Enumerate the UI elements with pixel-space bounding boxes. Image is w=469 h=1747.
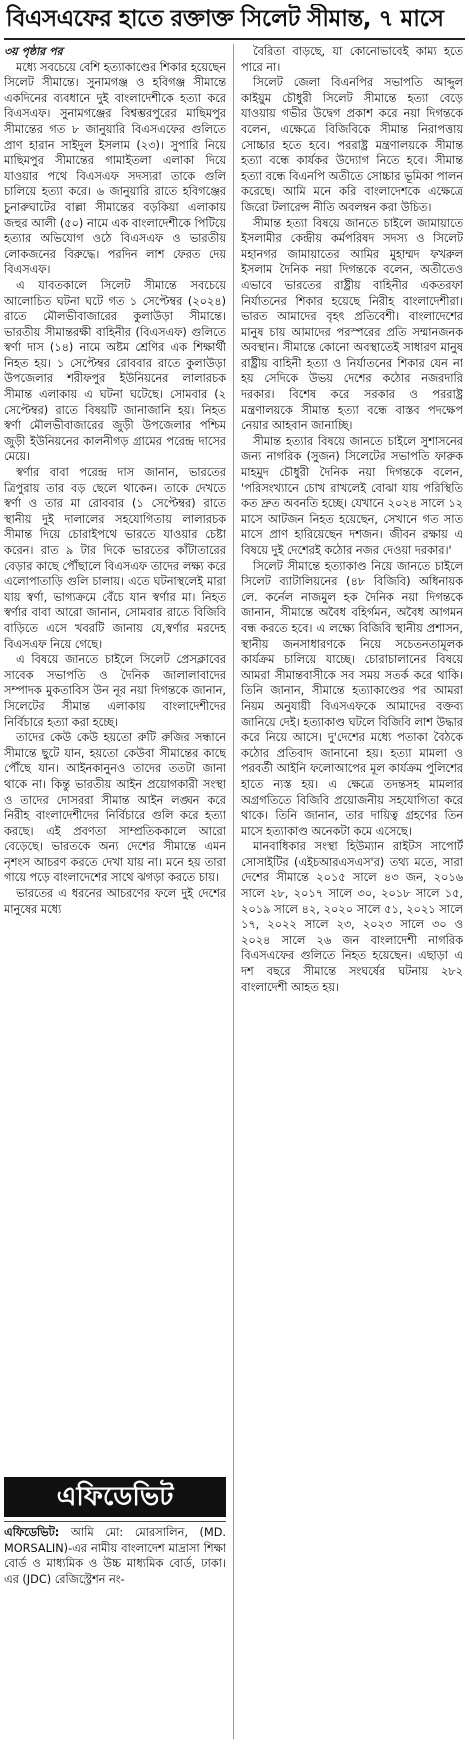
right-paragraph: সিলেট জেলা বিএনপির সভাপতি আব্দুল কাইয়ুম চৌধুরী সিলেট সীমান্তে হত্যা বেড়ে যাওয়ায় গভীর উদ্বেগ প্রকাশ করে নয়া দিগন্তকে বলেন, এক্ষেত্রে বিজিবিকে সীমান্ত নিরাপত্তায় সোচ্চার হতে হবে। পররাষ্ট্র মন্ত্রণালয়কে সীমান্ত হত্যা বন্ধে কার্যকর উদ্যোগ নিতে হবে। সীমান্ত হত্যা বন্ধে বিএনপি অতীতে সোচ্চার ভূমিকা পালন করেছে। আমি মনে করি বাংলাদেশকে এক্ষেত্রে জিরো টলারেন্স নীতি অবলম্বন করা উচিত। bbox=[241, 76, 463, 214]
jump-line: ৩য় পৃষ্ঠার পর bbox=[4, 45, 63, 58]
left-paragraph: তাদের কেউ কেউ হয়তো রুটি রুজির সন্ধানে সীমান্তে ছুটে যান, হয়তো কেউবা সীমান্তের কাছে পৌঁছে যান। আইনকানুনও তাদের ততটা জানা থাকে না। কিন্তু ভারতীয় আইন প্রয়োগকারী সংস্থা ও তাদের দোসররা সীমান্ত আইন লঙ্ঘন করে নিরীহ বাংলাদেশীদের নির্বিচারে গুলি করে হত্যা করছে। এই প্রবণতা সাম্প্রতিককালে আরো বেড়েছে। ভারতকে অন্য দেশের সীমান্তে এমন নৃশংস আচরণ করতে দেখা যায় না। মনে হয় তারা গায়ে পড়ে বাংলাদেশের সাথে ঝগড়া করতে চায়। bbox=[4, 731, 226, 885]
column-divider bbox=[233, 44, 234, 1739]
left-paragraph: মধ্যে সবচেয়ে বেশি হত্যাকাণ্ডের শিকার হয়েছেন সিলেট সীমান্তে। সুনামগঞ্জ ও হবিগঞ্জ সীমান্তে একদিনের ব্যবধানে দুই বাংলাদেশীকে হত্যা করে বিএসএফ। সুনামগঞ্জের বিশ্বম্ভরপুরের মাছিমপুর সীমান্তের গত ৮ জানুয়ারি বিএসএফের গুলিতে প্রাণ হারান সাইদুল ইসলাম (২৩)। সুপারি নিয়ে মাছিমপুর সীমান্তের গামাইতলা এলাকা দিয়ে যাওয়ার পথে বিএসএফ সদস্যরা তাকে গুলি চালিয়ে হত্যা করে। ৬ জানুয়ারি রাতে হবিগঞ্জের চুনারুঘাটের বাল্লা সীমান্তের বড়কিয়া এলাকায় জহুর আলী (৫০) নামে এক বাংলাদেশীকে পিটিয়ে হত্যার অভিযোগ ওঠে বিএসএফ ও ভারতীয় লোকজনের বিরুদ্ধে। পরদিন লাশ ফেরত দেয় বিএসএফ। bbox=[4, 60, 226, 277]
left-paragraph: এ বিষয়ে জানতে চাইলে সিলেট প্রেসক্লাবের সাবেক সভাপতি ও দৈনিক জালালাবাদের সম্পাদক মুকতাবিস উন নূর নয়া দিগন্তকে জানান, সিলেটের সীমান্ত এলাকায় বাংলাদেশীদের নির্বিচারে হত্যা করা হচ্ছে। bbox=[4, 653, 226, 729]
right-paragraph: সীমান্ত হত্যার বিষয়ে জানতে চাইলে সুশাসনের জন্য নাগরিক (সুজন) সিলেটের সভাপতি ফারুক মাহমুদ চৌধুরী দৈনিক নয়া দিগন্তকে বলেন, 'পরিসংখ্যানে চোখ রাখলেই বোঝা যায় পরিস্থিতি কত দ্রুত অবনতি হচ্ছে। যেখানে ২০২৪ সালে ১২ মাসে আটজন নিহত হয়েছেন, সেখানে গত সাত মাসে প্রাণ হারিয়েছেন দশজন। জীবন রক্ষায় এ বিষয়ে দুই দেশেরই কঠোর নজর দেওয়া দরকার।' bbox=[241, 434, 463, 557]
affidavit-banner: এফিডেভিট bbox=[4, 1477, 226, 1517]
headline: বিএসএফের হাতে রক্তাক্ত সিলেট সীমান্ত, ৭ মাসে bbox=[6, 6, 444, 32]
left-paragraph: ভারতের এ ধরনের আচরণের ফলে দুই দেশের মানুষের মধ্যে bbox=[4, 887, 226, 916]
left-paragraph: এ যাবতকালে সিলেট সীমান্তে সবচেয়ে আলোচিত ঘটনা ঘটে গত ১ সেপ্টেম্বর (২০২৪) রাতে মৌলভীবাজারের কুলাউড়া সীমান্তে। ভারতীয় সীমান্তরক্ষী বাহিনীর (বিএসএফ) গুলিতে স্বর্ণা দাস (১৪) নামে অষ্টম শ্রেণির এক শিক্ষার্থী নিহত হয়। ১ সেপ্টেম্বর রোববার রাতে কুলাউড়া উপজেলার শরীফপুর ইউনিয়নের লালারচক সীমান্ত এলাকায় এ ঘটনা ঘটেছে। সোমবার (২ সেপ্টেম্বর) রাতে বিষয়টি জানাজানি হয়। নিহত স্বর্ণা মৌলভীবাজারের জুড়ী উপজেলার পশ্চিম জুড়ী ইউনিয়নের কালনীগড় গ্রামের পরেন্দ্র দাসের মেয়ে। bbox=[4, 278, 226, 464]
right-column bbox=[241, 44, 463, 1739]
left-paragraph: স্বর্ণার বাবা পরেন্দ্র দাস জানান, ভারতের ত্রিপুরায় তার বড় ছেলে থাকেন। তাকে দেখতে স্বর্ণা ও তার মা রোববার (১ সেপ্টেম্বর) রাতে স্থানীয় দুই দালালের সহযোগিতায় লালারচক সীমান্ত দিয়ে চোরাইপথে ভারতে যাওয়ার চেষ্টা করেন। রাত ৯ টার দিকে ভারতের কাঁটাতারের বেড়ার কাছে পৌঁছালে বিএসএফ তাদের লক্ষ্য করে এলোপাতাড়ি গুলি চালায়। এতে ঘটনাস্থলেই মারা যায় স্বর্ণা, ভাগ্যক্রমে বেঁচে যান স্বর্ণার মা। নিহত স্বর্ণার বাবা আরো জানান, সোমবার রাতে বিজিবি বাড়িতে এসে খবরটি জানায় যে,স্বর্ণার মরদেহ বিএসএফ নিয়ে গেছে। bbox=[4, 466, 226, 651]
headline-rule bbox=[4, 38, 465, 40]
right-paragraph: বৈরিতা বাড়ছে, যা কোনোভাবেই কাম্য হতে পারে না। bbox=[241, 45, 463, 74]
right-paragraph: সীমান্ত হত্যা বিষয়ে জানতে চাইলে জামায়াতে ইসলামীর কেন্দ্রীয় কর্মপরিষদ সদস্য ও সিলেট মহানগর জামায়াতের আমির মুহাম্মদ ফখরুল ইসলাম দৈনিক নয়া দিগন্তকে বলেন, অতীতেও এভাবে ভারতের রাষ্ট্রীয় বাহিনীর একতরফা নির্যাতনের শিকার হয়েছে নিরীহ বাংলাদেশীরা। ভারত আমাদের বৃহৎ প্রতিবেশী। বাংলাদেশের মানুষ চায় আমাদের পরস্পরের প্রতি সম্মানজনক অবস্থান। সীমান্তে কোনো অবস্থাতেই সাধারণ মানুষ রাষ্ট্রীয় বাহিনী হত্যা ও নির্যাতনের শিকার যেন না হয় সেদিকে উভয় দেশের কঠোর নজরদারি দরকার। বিশেষ করে সরকার ও পররাষ্ট্র মন্ত্রণালয়কে সীমান্ত হত্যা বন্ধে বাস্তব পদক্ষেপ নেয়ার আহবান জানাচ্ছি। bbox=[241, 216, 463, 433]
affidavit-label: এফিডেভিট: bbox=[4, 1526, 60, 1539]
affidavit-text: আমি মো: মোরসালিন, (MD. MORSALIN)-এর নামীয় বাংলাদেশ মাদ্রাসা শিক্ষা বোর্ড ও মাধ্যমিক ও উচ্চ মাধ্যমিক বোর্ড, ঢাকা। এর (JDC) রেজিস্ট্রেশন নং- bbox=[4, 1526, 226, 1586]
affidavit-notice bbox=[4, 1521, 226, 1745]
affidavit-body bbox=[4, 1525, 226, 1587]
right-paragraph: সিলেট সীমান্তে হত্যাকাণ্ড নিয়ে জানতে চাইলে সিলেট ব্যাটালিয়নের (৪৮ বিজিবি) অধিনায়ক লে. কর্নেল নাজমুল হক দৈনিক নয়া দিগন্তকে জানান, সীমান্তে অবৈধ বহির্গমন, অবৈধ আগমন বন্ধ করতে হবে। এ লক্ষ্যে বিজিবি স্থানীয় প্রশাসন, স্থানীয় জনসাধারণকে নিয়ে সচেতনতামূলক কার্যক্রম চালিয়ে যাচ্ছে। চোরাচালানের বিষয়ে আমরা সীমান্তবাসীকে সব সময় সতর্ক করে থাকি। তিনি জানান, সীমান্তে হত্যাকাণ্ডের পর আমরা নিয়ম অনুযায়ী বিএসএফকে আমাদের বক্তব্য জানিয়ে দেই। হত্যাকাণ্ড ঘটলে বিজিবি লাশ উদ্ধার করে নিয়ে আসে। দু'দেশের মধ্যে পতাকা বৈঠকে কঠোর প্রতিবাদ জানানো হয়। হত্যা মামলা ও পরবর্তী আইনি ফলোআপের মূল কার্যক্রম পুলিশের হাতে ন্যস্ত হয়। এ ক্ষেত্রে তদন্তসহ মামলার অগ্রগতিতে বিজিবি প্রয়োজনীয় সহযোগিতা করে থাকে। তিনি জানান, তার দায়িত্ব গ্রহণের তিন মাসে হত্যাকাণ্ড অনেকটা কমে এসেছে। bbox=[241, 559, 463, 838]
right-paragraph: মানবাধিকার সংস্থা হিউম্যান রাইটস সাপোর্ট সোসাইটির (এইচআরএসএস'র) তথ্য মতে, সারা দেশের সীমান্তে ২০১৫ সালে ৪৩ জন, ২০১৬ সালে ২৮, ২০১৭ সালে ৩০, ২০১৮ সালে ১৫, ২০১৯ সালে ৪২, ২০২০ সালে ৫১, ২০২১ সালে ১৭, ২০২২ সালে ২৩, ২০২৩ সালে ৩০ ও ২০২৪ সালে ২৬ জন বাংলাদেশী নাগরিক বিএসএফের গুলিতে নিহত হয়েছেন। এছাড়া এ দশ বছরে সীমান্তে সংঘর্ষের ঘটনায় ২৮২ বাংলাদেশী আহত হয়। bbox=[241, 840, 463, 994]
